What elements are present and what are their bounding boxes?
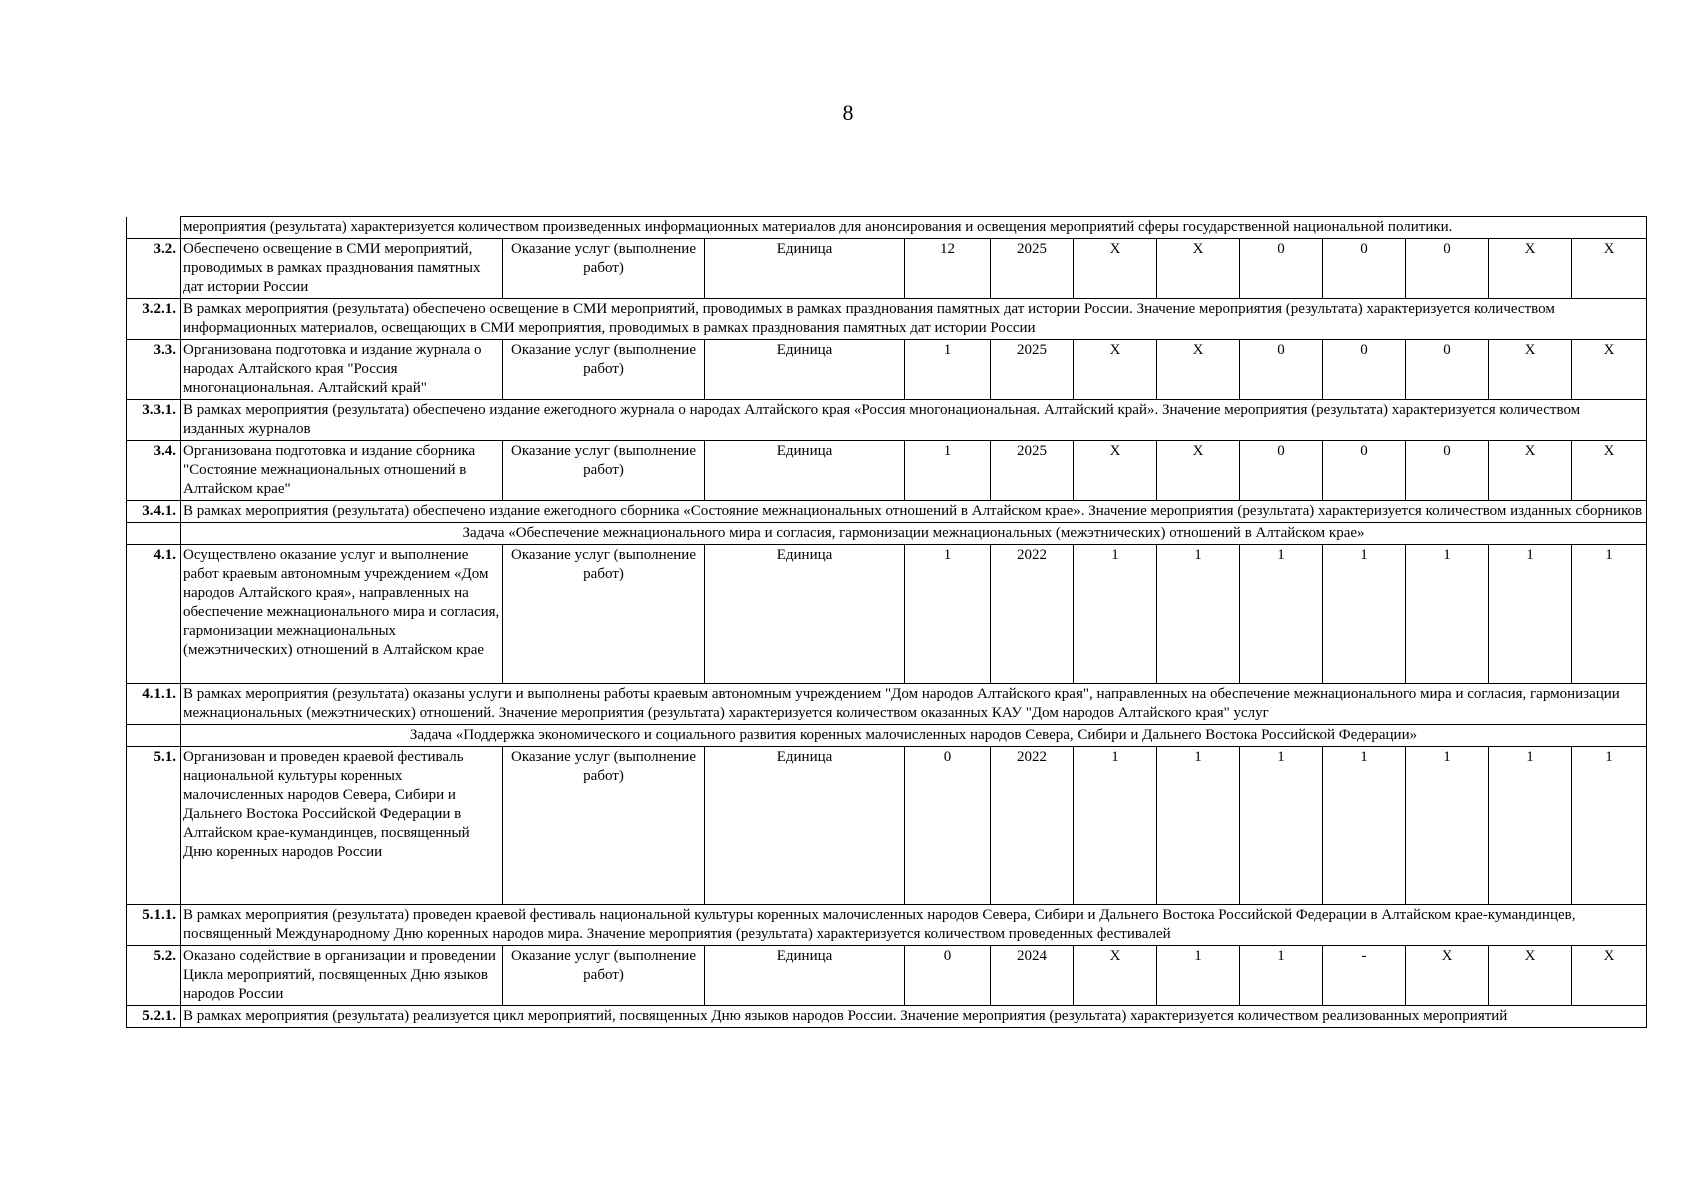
description-row [127, 684, 1647, 725]
result-row [127, 946, 1647, 1006]
year-value-cell: X [1489, 946, 1572, 1006]
year-value-cell: 0 [1406, 239, 1489, 299]
year-value-cell: - [1323, 946, 1406, 1006]
result-name: Обеспечено освещение в СМИ мероприятий, проводимых в рамках празднования памятных дат истории России [181, 239, 503, 299]
results-table-body [127, 217, 1647, 1028]
description-text: В рамках мероприятия (результата) обеспечено издание ежегодного сборника «Состояние межнациональных отношений в Алтайском крае». Значение мероприятия (результата) характеризуется количеством изданных сборников [181, 501, 1647, 523]
base-value: 0 [905, 946, 991, 1006]
year-value-cell: X [1572, 946, 1647, 1006]
description-text: В рамках мероприятия (результата) проведен краевой фестиваль национальной культуры коренных малочисленных народов Севера, Сибири и Дальнего Востока Российской Федерации в Алтайском крае-кумандинцев, посвященный Международному Дню коренных народов мира. Значение мероприятия (результата) характеризуется количеством проведенных фестивалей [181, 905, 1647, 946]
result-unit: Единица [705, 441, 905, 501]
base-value: 1 [905, 340, 991, 400]
year-value-cell: X [1157, 239, 1240, 299]
result-type: Оказание услуг (выполнение работ) [503, 340, 705, 400]
row-number: 3.2.1. [127, 299, 181, 340]
result-type: Оказание услуг (выполнение работ) [503, 441, 705, 501]
year-value-cell: X [1157, 441, 1240, 501]
year-value-cell: X [1489, 239, 1572, 299]
year-value-cell: 1 [1489, 545, 1572, 684]
year-value-cell: 0 [1240, 340, 1323, 400]
result-unit: Единица [705, 545, 905, 684]
result-name: Организован и проведен краевой фестиваль национальной культуры коренных малочисленных народов Севера, Сибири и Дальнего Востока Российской Федерации в Алтайском крае-кумандинцев, посвященный Дню коренных народов России [181, 747, 503, 905]
description-row [127, 1006, 1647, 1028]
result-type: Оказание услуг (выполнение работ) [503, 747, 705, 905]
continuation-row [127, 217, 1647, 239]
year-value-cell: 1 [1323, 545, 1406, 684]
year-value-cell: 1 [1240, 545, 1323, 684]
result-row [127, 545, 1647, 684]
row-number: 4.1.1. [127, 684, 181, 725]
base-value: 1 [905, 441, 991, 501]
result-row [127, 239, 1647, 299]
year-value-cell: 1 [1074, 747, 1157, 905]
year-value-cell: 1 [1240, 946, 1323, 1006]
description-text: В рамках мероприятия (результата) оказаны услуги и выполнены работы краевым автономным учреждением "Дом народов Алтайского края", направленных на обеспечение межнационального мира и согласия, гармонизации межнациональных (межэтнических) отношений. Значение мероприятия (результата) характеризуется количеством оказанных КАУ "Дом народов Алтайского края" услуг [181, 684, 1647, 725]
description-row [127, 905, 1647, 946]
row-number: 5.1. [127, 747, 181, 905]
year-value-cell: 1 [1157, 545, 1240, 684]
year-value-cell: 1 [1489, 747, 1572, 905]
year-value-cell: 1 [1240, 747, 1323, 905]
base-year: 2022 [991, 545, 1074, 684]
year-value-cell: 0 [1323, 441, 1406, 501]
year-value-cell: X [1074, 239, 1157, 299]
year-value-cell: X [1572, 239, 1647, 299]
year-value-cell: 0 [1323, 340, 1406, 400]
year-value-cell: 1 [1323, 747, 1406, 905]
page-number: 8 [842, 100, 854, 125]
year-value-cell: X [1157, 340, 1240, 400]
description-text: В рамках мероприятия (результата) обеспечено издание ежегодного журнала о народах Алтайского края «Россия многонациональная. Алтайский край». Значение мероприятия (результата) характеризуется количеством изданных журналов [181, 400, 1647, 441]
year-value-cell: 0 [1406, 441, 1489, 501]
year-value-cell: 1 [1406, 545, 1489, 684]
row-number: 3.4. [127, 441, 181, 501]
task-row [127, 725, 1647, 747]
year-value-cell: X [1074, 441, 1157, 501]
result-name: Оказано содействие в организации и проведении Цикла мероприятий, посвященных Дню языков народов России [181, 946, 503, 1006]
year-value-cell: 1 [1572, 747, 1647, 905]
base-year: 2025 [991, 239, 1074, 299]
base-year: 2025 [991, 340, 1074, 400]
base-year: 2022 [991, 747, 1074, 905]
description-row [127, 299, 1647, 340]
year-value-cell: X [1074, 340, 1157, 400]
task-heading: Задача «Поддержка экономического и социального развития коренных малочисленных народов Севера, Сибири и Дальнего Востока Российской Федерации» [181, 725, 1647, 747]
description-row [127, 400, 1647, 441]
base-value: 12 [905, 239, 991, 299]
description-row [127, 501, 1647, 523]
year-value-cell: 0 [1240, 239, 1323, 299]
result-unit: Единица [705, 747, 905, 905]
result-name: Осуществлено оказание услуг и выполнение работ краевым автономным учреждением «Дом народов Алтайского края», направленных на обеспечение межнационального мира и согласия, гармонизации межнациональных (межэтнических) отношений в Алтайском крае [181, 545, 503, 684]
result-type: Оказание услуг (выполнение работ) [503, 946, 705, 1006]
task-num-cell [127, 725, 181, 747]
results-table [126, 216, 1647, 1028]
row-number: 4.1. [127, 545, 181, 684]
year-value-cell: X [1074, 946, 1157, 1006]
description-text: В рамках мероприятия (результата) реализуется цикл мероприятий, посвященных Дню языков народов России. Значение мероприятия (результата) характеризуется количеством реализованных мероприятий [181, 1006, 1647, 1028]
year-value-cell: 0 [1240, 441, 1323, 501]
result-row [127, 441, 1647, 501]
result-row [127, 747, 1647, 905]
year-value-cell: 1 [1074, 545, 1157, 684]
year-value-cell: 0 [1323, 239, 1406, 299]
result-name: Организована подготовка и издание сборника "Состояние межнациональных отношений в Алтайском крае" [181, 441, 503, 501]
year-value-cell: X [1489, 340, 1572, 400]
task-row [127, 523, 1647, 545]
result-row [127, 340, 1647, 400]
row-number: 3.3. [127, 340, 181, 400]
year-value-cell: 1 [1406, 747, 1489, 905]
result-type: Оказание услуг (выполнение работ) [503, 239, 705, 299]
base-year: 2024 [991, 946, 1074, 1006]
year-value-cell: X [1406, 946, 1489, 1006]
row-number: 3.3.1. [127, 400, 181, 441]
continuation-num-cell [127, 217, 181, 239]
continuation-text: мероприятия (результата) характеризуется количеством произведенных информационных материалов для анонсирования и освещения мероприятий сферы государственной национальной политики. [181, 217, 1647, 239]
row-number: 5.1.1. [127, 905, 181, 946]
year-value-cell: X [1489, 441, 1572, 501]
task-num-cell [127, 523, 181, 545]
year-value-cell: 1 [1157, 946, 1240, 1006]
base-value: 1 [905, 545, 991, 684]
year-value-cell: 1 [1572, 545, 1647, 684]
row-number: 5.2. [127, 946, 181, 1006]
year-value-cell: X [1572, 340, 1647, 400]
task-heading: Задача «Обеспечение межнационального мира и согласия, гармонизации межнациональных (межэтнических) отношений в Алтайском крае» [181, 523, 1647, 545]
row-number: 5.2.1. [127, 1006, 181, 1028]
result-unit: Единица [705, 239, 905, 299]
year-value-cell: X [1572, 441, 1647, 501]
description-text: В рамках мероприятия (результата) обеспечено освещение в СМИ мероприятий, проводимых в рамках празднования памятных дат истории России. Значение мероприятия (результата) характеризуется количеством информационных материалов, освещающих в СМИ мероприятия, проводимых в рамках празднования памятных дат истории России [181, 299, 1647, 340]
results-table-container [126, 216, 1646, 1028]
base-year: 2025 [991, 441, 1074, 501]
year-value-cell: 1 [1157, 747, 1240, 905]
base-value: 0 [905, 747, 991, 905]
result-unit: Единица [705, 946, 905, 1006]
result-type: Оказание услуг (выполнение работ) [503, 545, 705, 684]
result-name: Организована подготовка и издание журнала о народах Алтайского края "Россия многонациональная. Алтайский край" [181, 340, 503, 400]
row-number: 3.4.1. [127, 501, 181, 523]
result-unit: Единица [705, 340, 905, 400]
row-number: 3.2. [127, 239, 181, 299]
year-value-cell: 0 [1406, 340, 1489, 400]
